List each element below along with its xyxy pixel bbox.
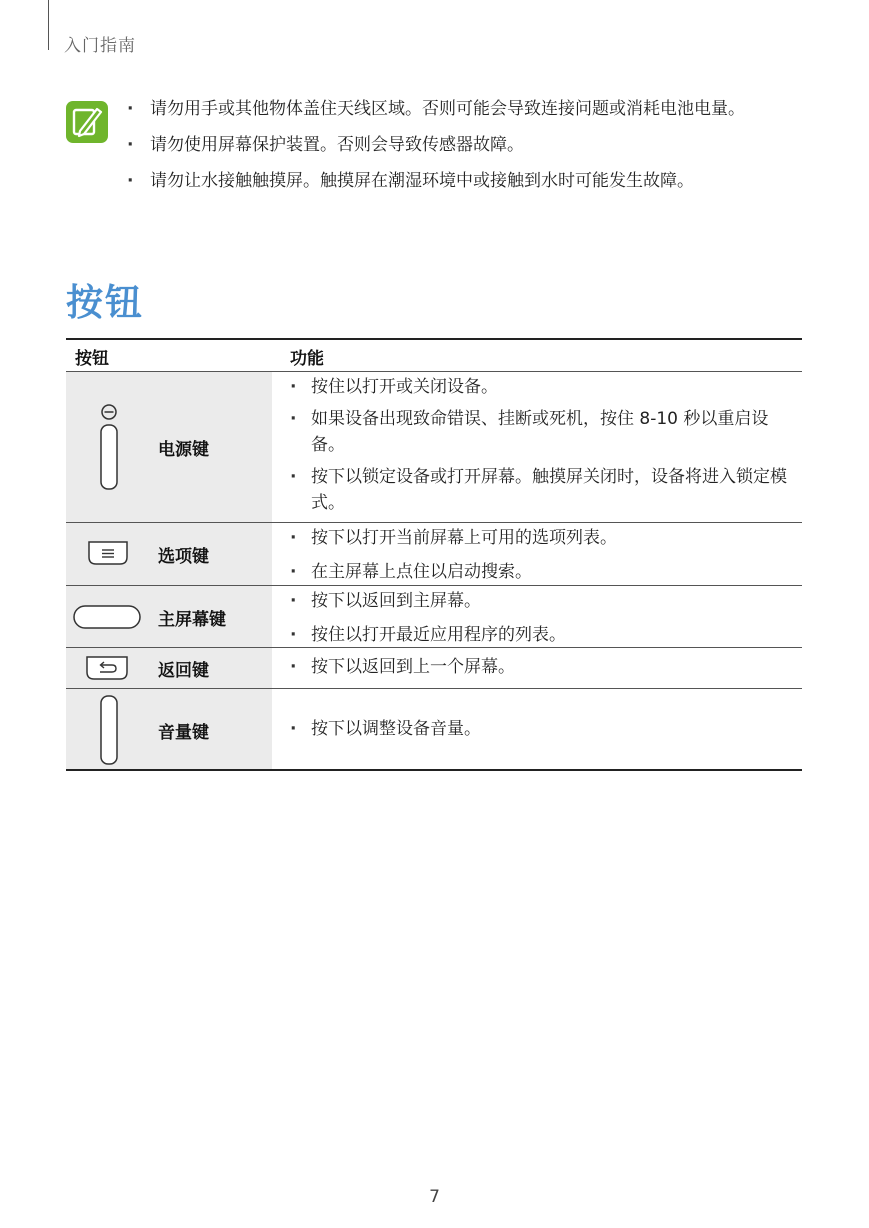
power-key-icon bbox=[96, 403, 122, 493]
function-item: · 按住以打开或关闭设备。 bbox=[290, 374, 795, 400]
button-cell bbox=[66, 689, 272, 769]
menu-key-icon bbox=[86, 539, 130, 567]
button-cell bbox=[66, 586, 272, 647]
function-item: · 按下以调整设备音量。 bbox=[290, 716, 795, 742]
header-function: 功能 bbox=[290, 349, 324, 369]
button-cell bbox=[66, 648, 272, 688]
function-item: · 在主屏幕上点住以启动搜索。 bbox=[290, 559, 795, 585]
table-row bbox=[66, 648, 802, 689]
chapter-title: 入门指南 bbox=[64, 36, 136, 56]
header-rule bbox=[48, 0, 49, 50]
volume-key-icon bbox=[96, 694, 122, 766]
button-name: 主屏幕键 bbox=[158, 610, 226, 630]
button-name: 选项键 bbox=[158, 547, 209, 567]
button-cell bbox=[66, 372, 272, 522]
function-list bbox=[290, 525, 795, 585]
table-row bbox=[66, 689, 802, 771]
table-header bbox=[66, 340, 802, 372]
function-item: · 按下以返回到主屏幕。 bbox=[290, 588, 795, 614]
function-item: · 按下以打开当前屏幕上可用的选项列表。 bbox=[290, 525, 795, 551]
home-key-icon bbox=[72, 603, 142, 631]
note-list bbox=[124, 96, 794, 204]
back-key-icon bbox=[84, 654, 130, 682]
note-icon bbox=[66, 101, 108, 143]
table-row bbox=[66, 523, 802, 586]
button-name: 电源键 bbox=[158, 440, 209, 460]
page-number: 7 bbox=[429, 1187, 440, 1207]
function-item: · 如果设备出现致命错误、挂断或死机，按住 8-10 秒以重启设备。 bbox=[290, 406, 795, 458]
table-row bbox=[66, 586, 802, 648]
button-cell bbox=[66, 523, 272, 585]
function-list bbox=[290, 588, 795, 648]
function-item: · 按下以锁定设备或打开屏幕。触摸屏关闭时，设备将进入锁定模式。 bbox=[290, 464, 795, 516]
section-title: 按钮 bbox=[66, 281, 144, 324]
function-item: · 按住以打开最近应用程序的列表。 bbox=[290, 622, 795, 648]
function-list bbox=[290, 374, 795, 516]
header-button: 按钮 bbox=[75, 349, 109, 369]
table-row bbox=[66, 372, 802, 523]
button-name: 返回键 bbox=[158, 661, 209, 681]
note-item: · 请勿让水接触触摸屏。触摸屏在潮湿环境中或接触到水时可能发生故障。 bbox=[124, 168, 794, 194]
note-item: · 请勿用手或其他物体盖住天线区域。否则可能会导致连接问题或消耗电池电量。 bbox=[124, 96, 794, 122]
function-item: · 按下以返回到上一个屏幕。 bbox=[290, 654, 795, 680]
function-list bbox=[290, 654, 795, 680]
function-list bbox=[290, 716, 795, 742]
button-name: 音量键 bbox=[158, 723, 209, 743]
note-item: · 请勿使用屏幕保护装置。否则会导致传感器故障。 bbox=[124, 132, 794, 158]
